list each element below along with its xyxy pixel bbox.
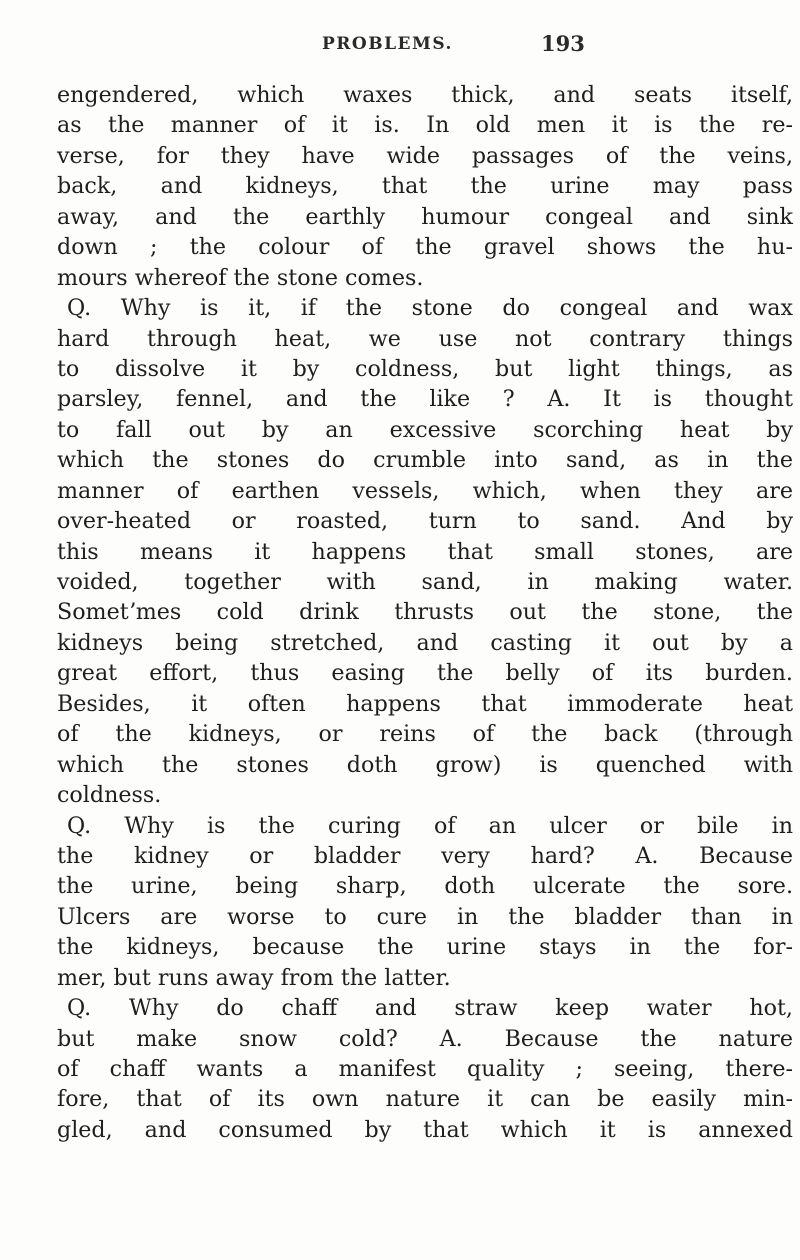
text-line: to dissolve it by coldness, but light things, as — [57, 355, 793, 382]
body-text — [57, 80, 793, 1145]
text-line: hard through heat, we use not contrary things — [57, 325, 793, 352]
question-line: Q. Why is it, if the stone do congeal and wax — [67, 295, 793, 322]
text-line: manner of earthen vessels, which, when they are — [57, 477, 793, 504]
text-line: verse, for they have wide passages of the veins, — [57, 142, 793, 169]
text-line: mours whereof the stone comes. — [57, 264, 424, 291]
text-line: back, and kidneys, that the urine may pass — [57, 173, 793, 200]
text-line: fore, that of its own nature it can be easily min- — [57, 1086, 793, 1113]
text-line: the urine, being sharp, doth ulcerate the sore. — [57, 873, 793, 900]
text-line: Besides, it often happens that immoderate heat — [57, 690, 793, 717]
text-line: coldness. — [57, 782, 162, 809]
running-title: PROBLEMS. — [322, 34, 453, 54]
text-line: engendered, which waxes thick, and seats itself, — [57, 82, 793, 108]
text-line: of the kidneys, or reins of the back (through — [57, 721, 793, 748]
text-line: which the stones doth grow) is quenched with — [57, 751, 793, 778]
question-line: Q. Why is the curing of an ulcer or bile in — [67, 812, 793, 839]
text-line: parsley, fennel, and the like ? A. It is thought — [57, 386, 793, 413]
text-line: away, and the earthly humour congeal and sink — [57, 203, 793, 230]
text-line: voided, together with sand, in making water. — [57, 569, 793, 595]
text-line: great effort, thus easing the belly of its burden. — [57, 660, 793, 687]
text-line: Ulcers are worse to cure in the bladder than in — [57, 903, 793, 930]
text-line: Sometʼmes cold drink thrusts out the stone, the — [57, 599, 793, 626]
page-header — [0, 28, 800, 58]
text-line: the kidney or bladder very hard? A. Because — [57, 842, 793, 869]
text-line: the kidneys, because the urine stays in the for- — [57, 934, 793, 961]
text-line: mer, but runs away from the latter. — [57, 964, 451, 991]
page-number: 193 — [541, 31, 585, 56]
text-line: of chaff wants a manifest quality ; seeing, there- — [57, 1056, 793, 1082]
text-line: to fall out by an excessive scorching heat by — [57, 416, 793, 443]
question-line: Q. Why do chaff and straw keep water hot, — [67, 995, 793, 1022]
text-line: kidneys being stretched, and casting it out by a — [57, 629, 793, 656]
text-line: as the manner of it is. In old men it is the re- — [57, 112, 793, 139]
text-line: which the stones do crumble into sand, as in the — [57, 447, 793, 474]
text-line: over-heated or roasted, turn to sand. And by — [57, 508, 793, 535]
text-line: but make snow cold? A. Because the nature — [57, 1025, 793, 1052]
text-line: gled, and consumed by that which it is annexed — [57, 1116, 793, 1143]
text-line: down ; the colour of the gravel shows the hu- — [57, 234, 793, 261]
text-line: this means it happens that small stones, are — [57, 538, 793, 565]
